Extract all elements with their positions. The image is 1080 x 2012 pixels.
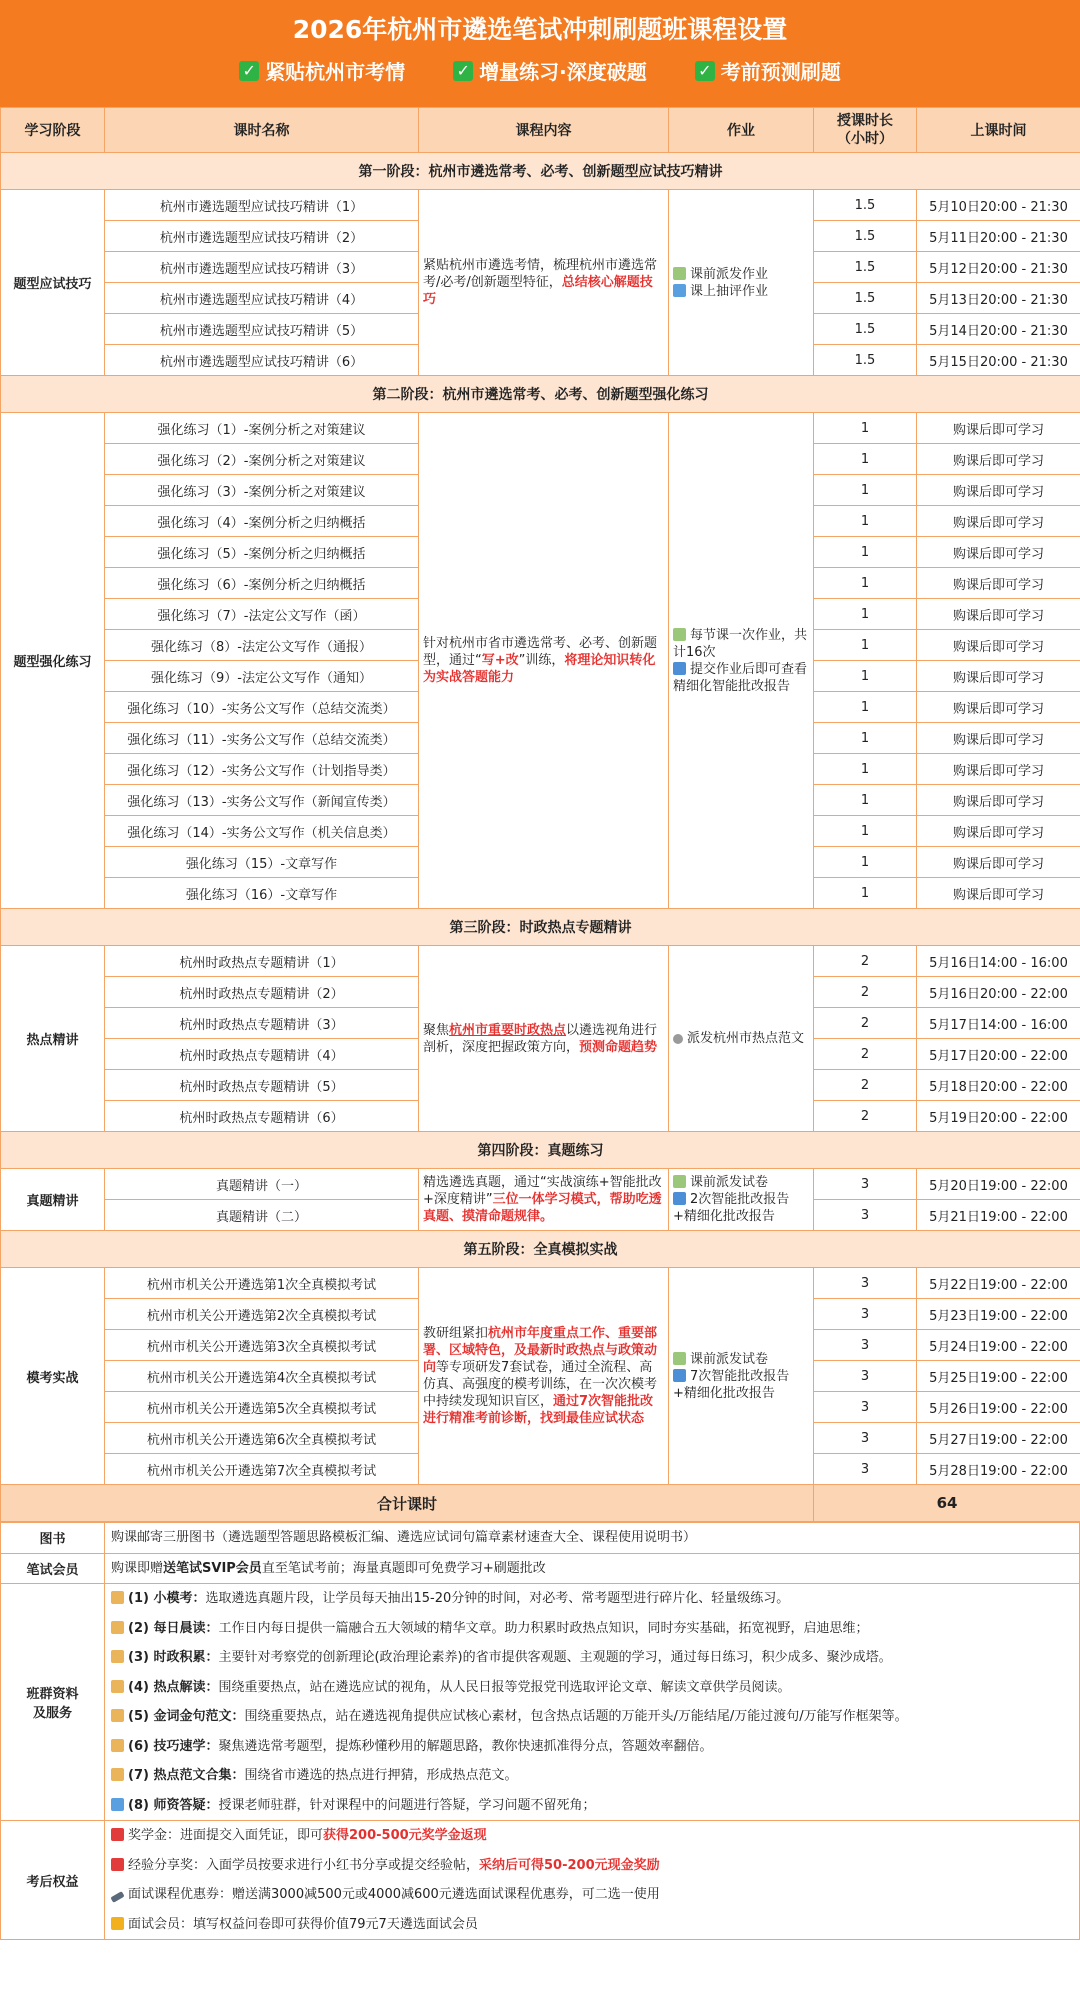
homework-text: 提交作业后即可查看精细化智能批改报告 (673, 661, 808, 694)
service-row (1, 1553, 1080, 1584)
total-row (1, 1485, 1080, 1522)
service-text: 购课即赠 (111, 1560, 164, 1576)
time-cell: 5月16日20:00 - 22:00 (917, 977, 1080, 1008)
service-label: 班群资料 及服务 (1, 1584, 105, 1821)
service-line (111, 1851, 1073, 1881)
service-text: 购课邮寄三册图书（遴选题型答题思路模板汇编、遴选应试词句篇章素材速查大全、课程使用说明书） (111, 1530, 697, 1545)
homework-cell (669, 1169, 814, 1231)
hours-cell: 2 (814, 977, 917, 1008)
feature-label: 紧贴杭州市考情 (265, 60, 406, 84)
hours-cell: 3 (814, 1169, 917, 1200)
lesson-name: 强化练习（14）-实务公文写作（机关信息类） (105, 816, 419, 847)
feature-item (695, 56, 841, 85)
page-header (0, 0, 1080, 107)
hours-cell: 2 (814, 1070, 917, 1101)
time-cell: 5月21日19:00 - 22:00 (917, 1200, 1080, 1231)
table-row (1, 190, 1080, 221)
total-label: 合计课时 (1, 1485, 814, 1522)
lesson-name: 杭州市机关公开遴选第6次全真模拟考试 (105, 1423, 419, 1454)
hours-cell: 3 (814, 1200, 917, 1231)
time-cell: 5月18日20:00 - 22:00 (917, 1070, 1080, 1101)
hours-cell: 3 (814, 1268, 917, 1299)
check-icon: ✓ (695, 61, 715, 81)
lesson-name: 强化练习（7）-法定公文写作（函） (105, 599, 419, 630)
hours-cell: 3 (814, 1361, 917, 1392)
table-body (1, 153, 1080, 1522)
homework-item (673, 283, 809, 300)
stage-title: 第三阶段：时政热点专题精讲 (1, 909, 1080, 946)
service-line (111, 1523, 1073, 1553)
lesson-name: 强化练习（13）-实务公文写作（新闻宣传类） (105, 785, 419, 816)
red-icon (111, 1828, 124, 1841)
check-icon: ✓ (453, 61, 473, 81)
table-row (1, 413, 1080, 444)
chart-icon (673, 662, 686, 675)
homework-cell (669, 946, 814, 1132)
lesson-name: 强化练习（9）-法定公文写作（通知） (105, 661, 419, 692)
time-cell: 5月11日20:00 - 21:30 (917, 221, 1080, 252)
hours-cell: 3 (814, 1454, 917, 1485)
service-text: 工作日内每日提供一篇融合五大领域的精华文章。助力积累时政热点知识，同时夯实基础，拓宽视野，启迪思维； (218, 1620, 869, 1636)
time-cell: 购课后即可学习 (917, 537, 1080, 568)
time-cell: 5月17日14:00 - 16:00 (917, 1008, 1080, 1039)
time-cell: 购课后即可学习 (917, 568, 1080, 599)
content-text: 三位一体学习模式，帮助吃透真题、摸清命题规律。 (423, 1192, 662, 1224)
feature-label: 增量练习·深度破题 (479, 60, 647, 84)
content-cell (419, 1169, 669, 1231)
red-icon (111, 1858, 124, 1871)
stage-title: 第一阶段：杭州市遴选常考、必考、创新题型应试技巧精讲 (1, 153, 1080, 190)
lesson-name: 杭州市机关公开遴选第5次全真模拟考试 (105, 1392, 419, 1423)
hours-cell: 1.5 (814, 314, 917, 345)
content-cell (419, 413, 669, 909)
content-text: 紧贴杭州市遴选考情，梳理杭州市遴选常考/必考/创新题型特征， (423, 258, 658, 290)
stack-icon (673, 628, 686, 641)
service-content (105, 1584, 1080, 1821)
service-text: 聚焦遴选常考题型，提炼秒懂秒用的解题思路，教你快速抓准得分点，答题效率翻倍。 (218, 1738, 713, 1754)
service-line (111, 1821, 1073, 1851)
hours-cell: 1 (814, 878, 917, 909)
lesson-name: 杭州市遴选题型应试技巧精讲（3） (105, 252, 419, 283)
service-text: (8) 师资答疑： (128, 1797, 219, 1813)
phase-cell: 题型应试技巧 (1, 190, 105, 376)
hours-cell: 1 (814, 754, 917, 785)
service-line (111, 1880, 1073, 1910)
lesson-name: 强化练习（15）-文章写作 (105, 847, 419, 878)
content-text: ”训练， (518, 653, 565, 668)
service-text: 主要针对考察党的创新理论(政治理论素养)的省市提供客观题、主观题的学习，通过每日练习，积少成多、聚沙成塔。 (218, 1650, 892, 1665)
homework-item (673, 1030, 809, 1047)
service-label: 图书 (1, 1523, 105, 1554)
hours-cell: 3 (814, 1330, 917, 1361)
homework-item (673, 266, 809, 283)
table-row (1, 946, 1080, 977)
column-header: 上课时间 (917, 108, 1080, 153)
service-row (1, 1584, 1080, 1821)
lesson-name: 杭州时政热点专题精讲（6） (105, 1101, 419, 1132)
content-text: 总结核心解题技巧 (423, 275, 653, 307)
table-row (1, 1169, 1080, 1200)
service-text: 奖学金：进面提交入面凭证，即可 (128, 1828, 324, 1843)
time-cell: 购课后即可学习 (917, 816, 1080, 847)
service-text: 选取遴选真题片段，让学员每天抽出15-20分钟的时间，对必考、常考题型进行碎片化、轻量级练习。 (205, 1591, 790, 1606)
time-cell: 购课后即可学习 (917, 692, 1080, 723)
hours-cell: 1.5 (814, 190, 917, 221)
service-text: (5) 金词金句范文： (128, 1709, 245, 1724)
lesson-name: 杭州市遴选题型应试技巧精讲（4） (105, 283, 419, 314)
service-text: (6) 技巧速学： (128, 1738, 219, 1754)
homework-text: 每节课一次作业，共计16次 (673, 627, 808, 660)
hours-cell: 1 (814, 413, 917, 444)
phase-cell: 模考实战 (1, 1268, 105, 1485)
hours-cell: 1 (814, 506, 917, 537)
crown-icon (111, 1917, 124, 1930)
hours-cell: 2 (814, 946, 917, 977)
column-header: 课程内容 (419, 108, 669, 153)
time-cell: 5月10日20:00 - 21:30 (917, 190, 1080, 221)
homework-text: 课前派发试卷 (690, 1175, 769, 1190)
homework-item (673, 1191, 809, 1225)
time-cell: 5月26日19:00 - 22:00 (917, 1392, 1080, 1423)
time-cell: 购课后即可学习 (917, 754, 1080, 785)
ticket-icon (110, 1891, 124, 1903)
table-header-row (1, 108, 1080, 153)
time-cell: 购课后即可学习 (917, 444, 1080, 475)
service-text: (1) 小模考： (128, 1591, 206, 1606)
lesson-name: 强化练习（3）-案例分析之对策建议 (105, 475, 419, 506)
content-cell (419, 1268, 669, 1485)
hours-cell: 2 (814, 1101, 917, 1132)
hours-cell: 1 (814, 816, 917, 847)
hours-cell: 2 (814, 1039, 917, 1070)
time-cell: 购课后即可学习 (917, 847, 1080, 878)
lesson-name: 强化练习（10）-实务公文写作（总结交流类） (105, 692, 419, 723)
lesson-name: 强化练习（6）-案例分析之归纳概括 (105, 568, 419, 599)
lesson-name: 强化练习（5）-案例分析之归纳概括 (105, 537, 419, 568)
homework-cell (669, 1268, 814, 1485)
lesson-name: 杭州市遴选题型应试技巧精讲（6） (105, 345, 419, 376)
content-text: 预测命题趋势 (579, 1039, 658, 1055)
stage-title: 第五阶段：全真模拟实战 (1, 1231, 1080, 1268)
hours-cell: 1.5 (814, 345, 917, 376)
hours-cell: 3 (814, 1392, 917, 1423)
service-text: 围绕重要热点，站在遴选视角提供应试核心素材，包含热点话题的万能开头/万能结尾/万能过渡句/万能写作框架等。 (244, 1709, 908, 1724)
course-table (0, 107, 1080, 1522)
homework-item (673, 661, 809, 695)
lesson-name: 杭州市机关公开遴选第2次全真模拟考试 (105, 1299, 419, 1330)
time-cell: 购课后即可学习 (917, 785, 1080, 816)
service-text: 采纳后可得50-200元现金奖励 (479, 1857, 660, 1873)
content-text: 等专项研发7套试卷，通过全流程、高仿真、高强度的模考训练，在一次次模考中持续发现知识盲区， (423, 1360, 658, 1409)
check-icon: ✓ (239, 61, 259, 81)
page-title: 2026年杭州市遴选笔试冲刺刷题班课程设置 (292, 15, 788, 44)
time-cell: 购课后即可学习 (917, 723, 1080, 754)
content-text: 杭州市重要时政热点 (449, 1022, 567, 1038)
column-header: 学习阶段 (1, 108, 105, 153)
homework-cell (669, 190, 814, 376)
time-cell: 购课后即可学习 (917, 661, 1080, 692)
lesson-name: 强化练习（1）-案例分析之对策建议 (105, 413, 419, 444)
feature-item (239, 56, 405, 85)
time-cell: 5月22日19:00 - 22:00 (917, 1268, 1080, 1299)
hours-cell: 3 (814, 1423, 917, 1454)
lesson-name: 杭州时政热点专题精讲（4） (105, 1039, 419, 1070)
service-text: 围绕重要热点，站在遴选应试的视角，从人民日报等党报党刊选取评论文章、解读文章供学员阅读。 (218, 1679, 791, 1695)
total-value: 64 (814, 1485, 1080, 1522)
time-cell: 5月20日19:00 - 22:00 (917, 1169, 1080, 1200)
service-label: 考后权益 (1, 1821, 105, 1940)
stage-row (1, 1132, 1080, 1169)
lesson-name: 强化练习（11）-实务公文写作（总结交流类） (105, 723, 419, 754)
time-cell: 购课后即可学习 (917, 506, 1080, 537)
homework-text: 课前派发试卷 (690, 1351, 769, 1367)
service-text: 面试课程优惠券：赠送满3000减500元或4000减600元遴选面试课程优惠券，可二选一使用 (128, 1887, 660, 1902)
service-line (111, 1554, 1073, 1584)
time-cell: 5月14日20:00 - 21:30 (917, 314, 1080, 345)
feature-item (453, 56, 647, 85)
homework-text: 7次智能批改报告+精细化批改报告 (673, 1368, 790, 1401)
hours-cell: 1 (814, 785, 917, 816)
lesson-name: 杭州市机关公开遴选第1次全真模拟考试 (105, 1268, 419, 1299)
hours-cell: 1 (814, 630, 917, 661)
service-line (111, 1732, 1073, 1762)
clip-icon (673, 1034, 683, 1044)
content-text: 精选遴选真题，通过“实战演练+智能批改+深度精讲” (423, 1175, 662, 1207)
table-row (1, 1268, 1080, 1299)
homework-item (673, 1351, 809, 1368)
lesson-name: 杭州时政热点专题精讲（2） (105, 977, 419, 1008)
book-icon (111, 1798, 124, 1811)
column-header: 授课时长 （小时） (814, 108, 917, 153)
lesson-name: 杭州市遴选题型应试技巧精讲（2） (105, 221, 419, 252)
service-text: (4) 热点解读： (128, 1679, 219, 1695)
time-cell: 购课后即可学习 (917, 475, 1080, 506)
services-table (0, 1522, 1080, 1940)
homework-item (673, 1368, 809, 1402)
time-cell: 5月19日20:00 - 22:00 (917, 1101, 1080, 1132)
hours-cell: 1 (814, 847, 917, 878)
chart-icon (673, 1192, 686, 1205)
hours-cell: 1 (814, 599, 917, 630)
content-text: 通过7次智能批改进行精准考前诊断，找到最佳应试状态 (423, 1394, 654, 1426)
column-header: 作业 (669, 108, 814, 153)
hours-cell: 1.5 (814, 221, 917, 252)
lesson-name: 强化练习（2）-案例分析之对策建议 (105, 444, 419, 475)
service-text: 面试会员：填写权益问卷即可获得价值79元7天遴选面试会员 (128, 1916, 478, 1932)
lesson-name: 强化练习（12）-实务公文写作（计划指导类） (105, 754, 419, 785)
phase-cell: 真题精讲 (1, 1169, 105, 1231)
service-content (105, 1553, 1080, 1584)
lesson-name: 杭州市机关公开遴选第7次全真模拟考试 (105, 1454, 419, 1485)
lesson-name: 真题精讲（一） (105, 1169, 419, 1200)
phase-cell: 热点精讲 (1, 946, 105, 1132)
homework-cell (669, 413, 814, 909)
hours-cell: 1 (814, 568, 917, 599)
service-text: 直至笔试考前；海量真题即可免费学习+刷题批改 (261, 1560, 546, 1576)
column-header: 课时名称 (105, 108, 419, 153)
service-text: (3) 时政积累： (128, 1650, 219, 1665)
time-cell: 购课后即可学习 (917, 413, 1080, 444)
lesson-name: 强化练习（8）-法定公文写作（通报） (105, 630, 419, 661)
content-cell (419, 946, 669, 1132)
hours-cell: 1 (814, 723, 917, 754)
homework-text: 派发杭州市热点范文 (687, 1031, 805, 1046)
service-line (111, 1702, 1073, 1732)
service-line (111, 1614, 1073, 1644)
time-cell: 5月28日19:00 - 22:00 (917, 1454, 1080, 1485)
stack-icon (673, 1175, 686, 1188)
hours-cell: 1 (814, 692, 917, 723)
service-text: 经验分享奖：入面学员按要求进行小红书分享或提交经验帖， (128, 1857, 480, 1873)
content-text: 杭州市年度重点工作、重要部署、区域特色，及最新时政热点与政策动向 (423, 1326, 658, 1375)
content-text: 聚焦 (423, 1022, 450, 1038)
content-text: 写+改 (481, 653, 519, 668)
service-text: 授课老师驻群，针对课程中的问题进行答疑，学习问题不留死角； (218, 1797, 596, 1813)
lesson-name: 强化练习（16）-文章写作 (105, 878, 419, 909)
services-body (1, 1523, 1080, 1940)
lesson-name: 杭州市遴选题型应试技巧精讲（1） (105, 190, 419, 221)
time-cell: 5月27日19:00 - 22:00 (917, 1423, 1080, 1454)
stage-row (1, 909, 1080, 946)
scroll-icon (111, 1709, 124, 1722)
book-icon (673, 284, 686, 297)
service-line (111, 1584, 1073, 1614)
stage-title: 第四阶段：真题练习 (1, 1132, 1080, 1169)
scroll-icon (111, 1650, 124, 1663)
lesson-name: 杭州时政热点专题精讲（3） (105, 1008, 419, 1039)
scroll-icon (111, 1768, 124, 1781)
time-cell: 购课后即可学习 (917, 878, 1080, 909)
time-cell: 购课后即可学习 (917, 630, 1080, 661)
hours-cell: 2 (814, 1008, 917, 1039)
stack-icon (673, 1352, 686, 1365)
lesson-name: 杭州市遴选题型应试技巧精讲（5） (105, 314, 419, 345)
content-text: 教研组紧扣 (423, 1326, 489, 1341)
service-line (111, 1643, 1073, 1673)
time-cell: 5月23日19:00 - 22:00 (917, 1299, 1080, 1330)
service-text: 获得200-500元奖学金返现 (323, 1828, 487, 1843)
service-text: 送笔试SVIP会员 (163, 1560, 262, 1576)
time-cell: 5月17日20:00 - 22:00 (917, 1039, 1080, 1070)
stack-icon (673, 267, 686, 280)
service-line (111, 1673, 1073, 1703)
lesson-name: 杭州市机关公开遴选第4次全真模拟考试 (105, 1361, 419, 1392)
scroll-icon (111, 1680, 124, 1693)
lesson-name: 真题精讲（二） (105, 1200, 419, 1231)
service-line (111, 1761, 1073, 1791)
stage-row (1, 376, 1080, 413)
time-cell: 5月16日14:00 - 16:00 (917, 946, 1080, 977)
time-cell: 购课后即可学习 (917, 599, 1080, 630)
time-cell: 5月13日20:00 - 21:30 (917, 283, 1080, 314)
homework-text: 课上抽评作业 (690, 283, 769, 299)
service-text: (2) 每日晨读： (128, 1620, 219, 1636)
homework-text: 2次智能批改报告+精细化批改报告 (673, 1192, 790, 1224)
scroll-icon (111, 1739, 124, 1752)
service-line (111, 1910, 1073, 1940)
content-text: 以遴选视角进行剖析，深度把握政策方向， (423, 1022, 658, 1055)
scroll-icon (111, 1621, 124, 1634)
lesson-name: 杭州市机关公开遴选第3次全真模拟考试 (105, 1330, 419, 1361)
homework-text: 课前派发作业 (690, 266, 769, 282)
hours-cell: 1 (814, 475, 917, 506)
service-content (105, 1523, 1080, 1554)
hours-cell: 1 (814, 537, 917, 568)
stage-row (1, 1231, 1080, 1268)
scroll-icon (111, 1591, 124, 1604)
content-cell (419, 190, 669, 376)
lesson-name: 强化练习（4）-案例分析之归纳概括 (105, 506, 419, 537)
service-label: 笔试会员 (1, 1553, 105, 1584)
hours-cell: 1 (814, 661, 917, 692)
phase-cell: 题型强化练习 (1, 413, 105, 909)
service-text: (7) 热点范文合集： (128, 1768, 245, 1783)
lesson-name: 杭州时政热点专题精讲（5） (105, 1070, 419, 1101)
lesson-name: 杭州时政热点专题精讲（1） (105, 946, 419, 977)
stage-title: 第二阶段：杭州市遴选常考、必考、创新题型强化练习 (1, 376, 1080, 413)
time-cell: 5月24日19:00 - 22:00 (917, 1330, 1080, 1361)
hours-cell: 1 (814, 444, 917, 475)
content-text: 针对杭州市省市遴选常考、必考、创新题型，通过“ (423, 636, 658, 668)
service-content (105, 1821, 1080, 1940)
time-cell: 5月15日20:00 - 21:30 (917, 345, 1080, 376)
stage-row (1, 153, 1080, 190)
service-line (111, 1791, 1073, 1821)
chart-icon (673, 1369, 686, 1382)
homework-item (673, 1174, 809, 1191)
hours-cell: 1.5 (814, 283, 917, 314)
service-text: 围绕省市遴选的热点进行押猜，形成热点范文。 (244, 1768, 518, 1783)
service-row (1, 1523, 1080, 1554)
hours-cell: 3 (814, 1299, 917, 1330)
time-cell: 5月12日20:00 - 21:30 (917, 252, 1080, 283)
service-row (1, 1821, 1080, 1940)
hours-cell: 1.5 (814, 252, 917, 283)
time-cell: 5月25日19:00 - 22:00 (917, 1361, 1080, 1392)
content-text: 将理论知识转化为实战答题能力 (423, 653, 656, 685)
feature-label: 考前预测刷题 (720, 60, 841, 84)
homework-item (673, 627, 809, 661)
feature-list (0, 56, 1080, 85)
